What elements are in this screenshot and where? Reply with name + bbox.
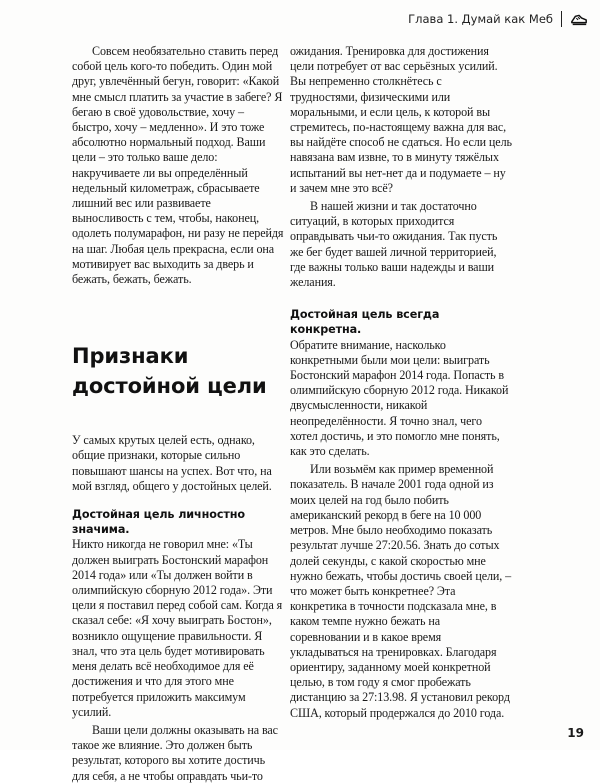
header-divider: [561, 11, 562, 27]
paragraph: У самых крутых целей есть, однако, общие признаки, которые сильно повышают шансы на успех. Вот что, на мой взгляд, общего у достойных целей.: [72, 433, 272, 493]
right-column: [290, 44, 512, 721]
paragraph: ожидания. Тренировка для достижения цели потребует от вас серьёзных усилий. Вы непременно столкнётесь с трудностями, физическими или моральными, и если цель, к которой вы стремитесь, по-настоящему важна для вас, вы найдёте способ не сдаться. Но если цель навязана вам извне, то в минуту тяжёлых испытаний вы нет-нет да и подумаете – ну и зачем мне это всё?: [290, 44, 512, 195]
paragraph: Обратите внимание, насколько конкретными были мои цели: выиграть Бостонский марафон 2014 года. Попасть в олимпийскую сборную 2012 года. Никакой двусмысленности, никакой неопределённости. Я точно знал, чего хотел достичь, и это помогло мне понять, как это сделать.: [290, 337, 509, 459]
paragraph: Или возьмём как пример временной показатель. В начале 2001 года одной из моих целей на год было побить американский рекорд в беге на 10 000 метров. Мне было необходимо показать результат лучше 27:20.56. Знать до сотых долей секунды, с какой скоростью мне нужно бежать, чтобы достичь своей цели, – что может быть конкретнее? Эта конкретика в точности подсказала мне, в каком темпе нужно бежать на соревновании и в какое время укладываться на тренировках. Благодаря ориентиру, заданному моей конкретной целью, в том году я смог пробежать дистанцию за 27:13.98. Я установил рекорд США, который продержался до 2010 года.: [290, 462, 512, 720]
running-shoe-logo-icon: [570, 10, 588, 28]
running-header: [408, 8, 588, 30]
paragraph: Никто никогда не говорил мне: «Ты должен выиграть Бостонский марафон 2014 года» или «Ты должен войти в олимпийскую сборную 2012 года». Эти цели я поставил перед собой сам. Когда я сказал себе: «Я хочу выиграть Бостон», возникло ощущение правильности. Я знал, что эта цель будет мотивировать меня делать всё необходимое для её достижения и что для этого мне потребуется приложить максимум усилий.: [72, 537, 283, 719]
subheading: Достойная цель личностно значима.: [72, 508, 245, 537]
page-number: 19: [567, 726, 584, 740]
chapter-title: Глава 1. Думай как Меб: [408, 12, 553, 26]
section-heading: Признаки достойной цели: [72, 344, 267, 399]
left-column: [72, 44, 284, 784]
subheading: Достойная цель всегда конкретна.: [290, 308, 440, 337]
paragraph: В нашей жизни и так достаточно ситуаций, в которых приходится оправдывать чьи-то ожидания. Так пусть же бег будет вашей личной территорией, где важны только ваши надежды и ваши желания.: [290, 199, 498, 290]
paragraph: Совсем необязательно ставить перед собой цель кого-то победить. Один мой друг, увлечённый бегун, говорит: «Какой мне смысл платить за участие в забеге? Я бегаю в своё удовольствие, хочу – быстро, хочу – медленно». И это тоже абсолютно нормальный подход. Ваши цели – это только ваше дело: накручиваете ли вы определённый недельный километраж, сбрасываете лишний вес или развиваете выносливость с тем, чтобы, наконец, одолеть полумарафон, ни разу не перейдя на шаг. Любая цель прекрасна, если она мотивирует вас выходить за дверь и бежать, бежать, бежать.: [72, 44, 284, 287]
paragraph: Ваши цели должны оказывать на вас такое же влияние. Это должен быть результат, которого вы хотите достичь для себя, а не чтобы оправдать чьи-то: [72, 722, 278, 783]
